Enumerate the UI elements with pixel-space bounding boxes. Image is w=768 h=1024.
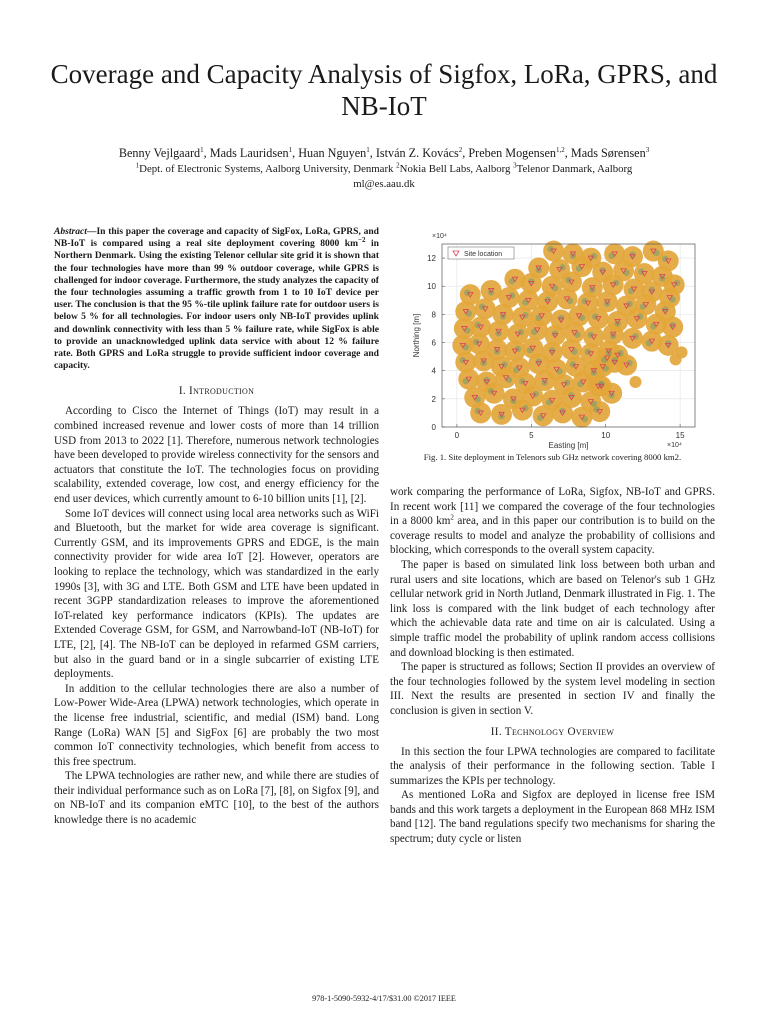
affiliation-text: Dept. of Electronic Systems, Aalborg University, Denmark — [139, 163, 394, 175]
section-heading-technology-overview: II. Technology Overview — [490, 725, 615, 738]
paragraph: The paper is based on simulated link loss between both urban and rural users and site locations, which are based on Telenor's sub 1 GHz cellular network grid in North Jutland, Denmark illustrated in Fig. 1. The link loss is compared with the link budget of each technology after which the achievable data rate and time on air is calculated. Using a simple traffic model the probability of uplink random access collisions and download blocking is then estimated. — [390, 558, 715, 659]
coverage-detail — [556, 368, 562, 374]
coverage-area — [458, 369, 479, 390]
coverage-detail — [527, 347, 533, 353]
y-tick-label: 6 — [431, 338, 436, 348]
coverage-area — [484, 383, 505, 404]
x-axis-label: Easting [m] — [548, 441, 589, 450]
y-axis-label: Northing [m] — [412, 313, 421, 358]
coverage-detail — [603, 365, 609, 371]
author-name: Huan Nguyen — [298, 146, 367, 160]
coverage-detail — [531, 329, 537, 335]
abstract-superscript: −2 — [358, 236, 366, 245]
coverage-detail — [537, 415, 543, 421]
site-deployment-chart — [390, 226, 715, 452]
paragraph: According to Cisco the Internet of Things (IoT) may result in a combined increased revenue and lower costs of more than 14 trillion USD from 2013 to 2022 [1]. Therefore, numerous network technologies have been developed to provide wireless connectivity for the sensors and actuators that constitute the IoT. The technologies focus on providing scalability, extended coverage, low cost, and energy efficiency for the end user devices, which currently amount to 6-10 billion units [1], [2]. — [54, 405, 379, 505]
author-affiliation-mark: 1 — [366, 145, 370, 154]
coverage-area — [557, 288, 578, 309]
affiliation-text: Telenor Danmark, Aalborg — [516, 163, 633, 175]
paper-title: Coverage and Capacity Analysis of Sigfox, LoRa, GPRS, and NB-IoT — [50, 59, 718, 121]
author-affiliation-mark: 2 — [458, 145, 463, 154]
section-heading-introduction: I. Introduction — [178, 385, 255, 398]
coverage-detail — [463, 344, 469, 350]
y-tick-label: 8 — [431, 310, 436, 320]
paragraph: The LPWA technologies are rather new, and while there are studies of their individual performance such as on LoRa [7], [8], on Sigfox [9], and on NB-IoT and its companion eMTC [10], to the best of the authors knowledge there is no academic — [54, 770, 379, 827]
x-tick-label: 0 — [454, 431, 460, 440]
coverage-detail — [522, 299, 528, 305]
coverage-detail — [552, 285, 558, 291]
paragraph: Some IoT devices will connect using local area networks such as WiFi and Bluetooth, but the market for wide area coverage is significant. Currently GSM, and its improvements GPRS and EDGE, is the main connectivity provider for wide area IoT [2]. However, operators are looking to replace the technology, which was standardized in the early 1990s [3], with 3G and LTE. Both GSM and LTE have been updated in recent 3GPP standardization releases to improve the aforementioned IoT-related key performance indicators (KPIs). The updates are Extended Coverage GSM, for GSM, and Narrowband-IoT (NB-IoT) for LTE, [2], [4]. The NB-IoT can be deployed in refarmed GSM carriers, but also in the guard band or in a single subcarrier of existing LTE deployments. — [54, 507, 379, 681]
author-name: István Z. Kovács — [375, 146, 459, 160]
legend-label: Site location — [464, 251, 503, 258]
coverage-detail — [623, 270, 629, 276]
figure-site-deployment — [390, 226, 715, 462]
x-tick-label: 15 — [675, 431, 685, 440]
paragraph: As mentioned LoRa and Sigfox are deployed in license free ISM bands and this work targets a deployment in the European 868 MHz ISM band [12]. The band regulations specify two mechanisms for sharing the spectrum; duty cycle or listen — [390, 789, 715, 846]
affiliation-mark: 1 — [135, 161, 140, 170]
coverage-area — [588, 308, 609, 329]
coverage-area — [616, 355, 637, 376]
coverage-area — [629, 376, 641, 388]
coverage-detail — [579, 315, 585, 321]
y-tick-label: 4 — [431, 366, 436, 376]
area-superscript: 2 — [450, 513, 454, 522]
coverage-detail — [640, 303, 646, 309]
figure-caption: Fig. 1. Site deployment in Telenors sub GHz network covering 8000 km2. — [423, 452, 682, 462]
y-tick-label: 0 — [431, 423, 436, 432]
coverage-area — [588, 376, 609, 397]
coverage-area — [626, 308, 647, 329]
y-tick-label: 2 — [431, 394, 436, 404]
coverage-detail — [475, 396, 481, 402]
coverage-detail — [628, 288, 634, 294]
paragraph: In this section the four LPWA technologies are compared to facilitate the analysis of their performance in the following section. Table I summarizes the KPIs per technology. — [390, 745, 715, 787]
coverage-area — [475, 298, 496, 319]
coverage-area — [527, 319, 548, 340]
paragraph: The paper is structured as follows; Section II provides an overview of the four technologies followed by the system level modeling in section III. Next the results are presented in section IV and finally the conclusion is given in section V. — [390, 661, 715, 717]
author-affiliation-mark: 1 — [200, 145, 204, 154]
affiliation-mark: 3 — [513, 161, 517, 170]
x-tick-label: 10 — [601, 431, 611, 440]
x-tick-label: 5 — [529, 431, 534, 440]
paragraph-text: area, and in this paper our contribution is to build on the coverage results to model and analyze the probability of collisions and blocking, which corresponds to the overall system capacity. — [390, 515, 715, 557]
affiliation-text: Nokia Bell Labs, Aalborg — [399, 163, 511, 175]
y-tick-label: 10 — [427, 282, 436, 292]
coverage-area — [470, 402, 491, 423]
coverage-detail — [466, 310, 472, 316]
abstract-text-1: —In this paper the coverage and capacity of SigFox, LoRa, GPRS, and NB-IoT is compared using a real site deployment covering 8000 km — [54, 226, 379, 250]
left-column — [54, 226, 379, 828]
coverage-detail — [577, 381, 583, 387]
affiliation-list — [40, 162, 728, 176]
right-column — [390, 485, 715, 847]
coverage-detail — [567, 298, 573, 304]
coverage-detail — [463, 378, 469, 384]
abstract-label: Abstract — [54, 226, 87, 237]
coverage-area — [571, 407, 592, 428]
coverage-detail — [464, 327, 470, 333]
paragraph — [390, 485, 715, 558]
coverage-detail — [571, 348, 577, 354]
coverage-detail — [513, 367, 519, 373]
coverage-area — [676, 346, 688, 358]
coverage-detail — [591, 400, 597, 406]
coverage-detail — [670, 296, 676, 302]
paragraph: In addition to the cellular technologies there are also a number of Low-Power Wide-Area (LPWA) network technologies, which operate in the license free industrial, scientific, and medial (ISM) band. Long Range (LoRa) WAN [5] and SigFox [6] are probably the two most common IoT connectivity technologies, which benefit from access to this free spectrum. — [54, 682, 379, 768]
coverage-detail — [509, 278, 515, 284]
author-affiliation-mark: 1 — [288, 145, 293, 154]
paragraph-text: work comparing the performance of LoRa, Sigfox, NB-IoT and GPRS. In recent work [11] we compared the coverage of the four technologies in a 8000 km — [390, 486, 715, 528]
copyright-footer: 978-1-5090-5932-4/17/$31.00 ©2017 IEEE — [312, 994, 456, 1003]
author-name: Preben Mogensen — [468, 146, 557, 160]
coverage-detail — [506, 377, 512, 383]
coverage-detail — [574, 331, 580, 337]
coverage-detail — [650, 323, 656, 329]
x-exponent-label: ×10⁴ — [667, 442, 682, 449]
abstract-text-2: in Northern Denmark. Using the existing Telenor cellular site grid it is shown that the four technologies have more than 99 % outdoor coverage, while GPRS is challenged for indoor coverage. Furthermore, the study analyzes the capacity of the four technologies assuming a traffic growth from 1 to 10 IoT device per user. The conclusion is that the 95 %-tile uplink failure rate for outdoor users is below 5 % for all technologies. For indoor users only NB-IoT provides uplink and downlink connectivity with less than 5 % failure rate, while SigFox is able to provide an unacknowledged uplink data service with about 12 % failure rate. Both GPRS and LoRa struggle to provide sufficient indoor coverage and capacity. — [54, 238, 379, 372]
coverage-detail — [608, 253, 614, 259]
coverage-detail — [582, 416, 588, 422]
coverage-detail — [546, 399, 552, 405]
author-affiliation-mark: 3 — [645, 145, 650, 154]
coverage-area — [622, 328, 643, 349]
y-tick-label: 12 — [427, 254, 436, 264]
coverage-detail — [601, 357, 607, 363]
contact-email: ml@es.aau.dk — [353, 178, 415, 190]
coverage-detail — [576, 265, 582, 271]
coverage-area — [533, 405, 554, 426]
author-affiliation-mark: 1,2 — [556, 145, 565, 154]
author-name: Benny Vejlgaard — [118, 146, 201, 160]
author-list: Benny Vejlgaard$^1$, Mads Lauridsen$^1$, Huan Nguyen$^1$, István Z. Kovács$^2$, Preben Mogensen$^{1,2}$, Mads Sørensen$^3$ — [118, 145, 650, 160]
coverage-detail — [646, 340, 652, 346]
coverage-detail — [653, 250, 659, 256]
y-exponent-label: ×10⁴ — [432, 233, 447, 240]
affiliation-mark: 2 — [396, 161, 400, 170]
author-name: Mads Lauridsen — [209, 146, 289, 160]
author-name: Mads Sørensen — [570, 146, 646, 160]
coverage-detail — [536, 315, 542, 321]
abstract — [54, 226, 379, 372]
